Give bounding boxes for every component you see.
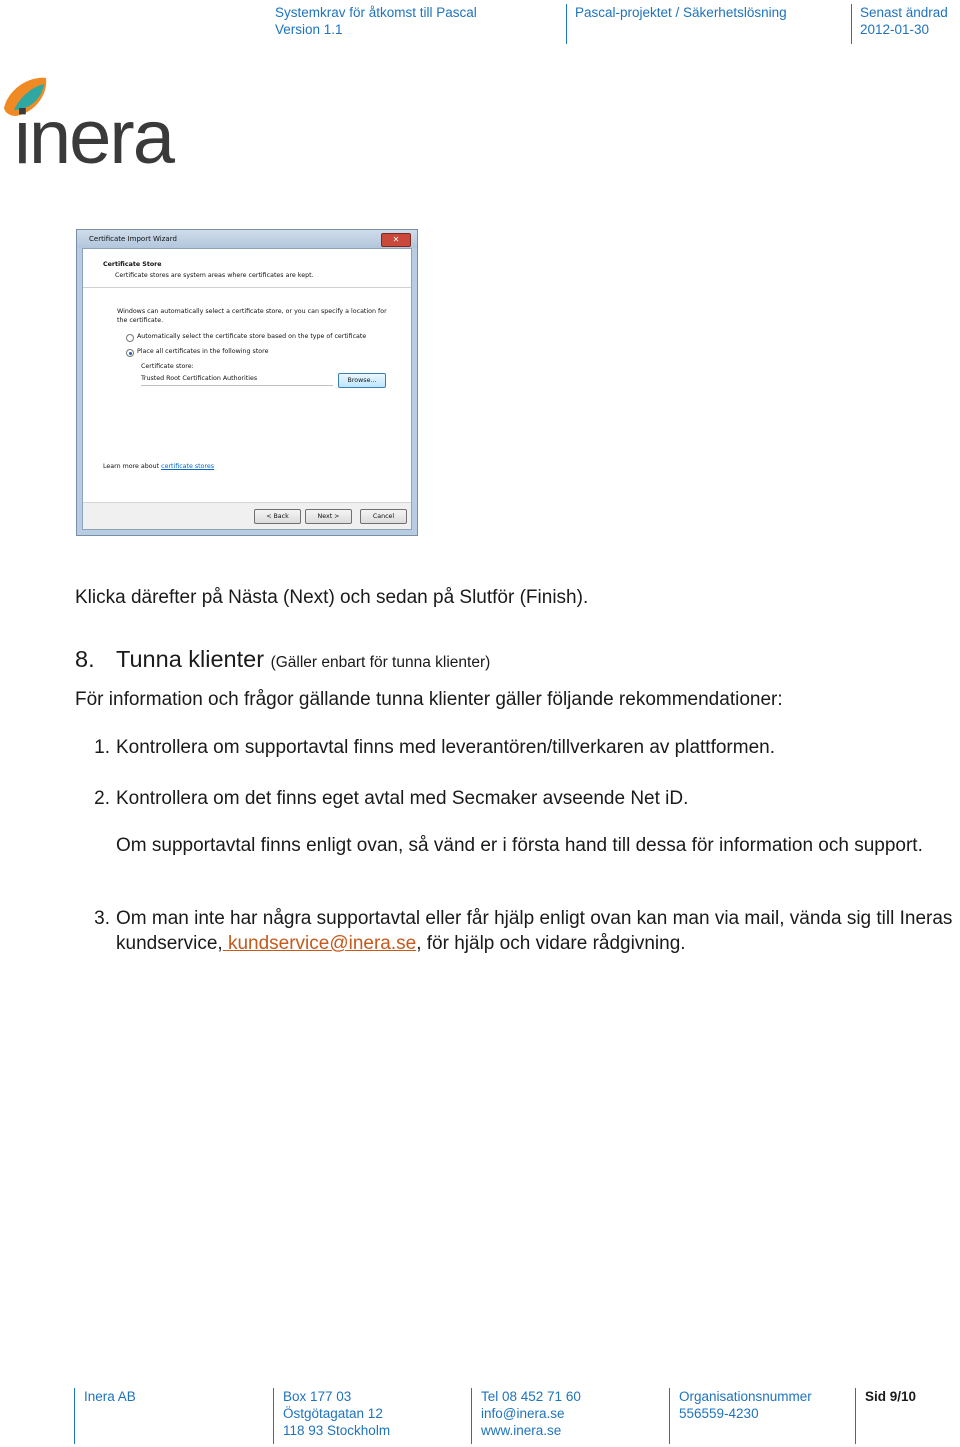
footer-company [74,1388,136,1444]
footer-phone: Tel 08 452 71 60 [481,1389,581,1404]
list-number: 2. [94,788,110,809]
learn-more-text [103,463,214,470]
heading-title: Tunna klienter [116,646,265,672]
footer-contact [471,1388,581,1444]
manual-store-radio[interactable] [126,349,134,357]
footer-address-line: Box 177 03 [283,1389,352,1404]
footer-address [273,1388,390,1444]
list-text: Kontrollera om det finns eget avtal med Secmaker avseende Net iD. [116,788,689,809]
dialog-header-area [83,249,411,288]
certificate-store-value: Trusted Root Certification Authorities [141,375,258,382]
footer-org-label: Organisationsnummer [679,1389,812,1404]
header-modified-label: Senast ändrad [860,5,948,20]
browse-button[interactable]: Browse... [338,373,386,388]
header-project-text: Pascal-projektet / Säkerhetslösning [575,5,787,20]
list-number: 3. [94,908,110,929]
list-item-2-followup [75,833,955,883]
footer-website-link[interactable]: www.inera.se [481,1423,562,1438]
heading-number: 8. [75,646,95,672]
cancel-button[interactable]: Cancel [360,509,407,524]
item3-text-after: , för hjälp och vidare rådgivning. [416,933,686,954]
dialog-title: Certificate Import Wizard [77,230,417,248]
header-title-text: Systemkrav för åtkomst till Pascal [275,5,477,20]
list-item-1 [75,735,955,760]
certificate-store-label: Certificate store: [141,363,194,370]
intro-paragraph: För information och frågor gällande tunna klienter gäller följande rekommendationer: [75,689,783,710]
manual-store-label: Place all certificates in the following store [137,348,269,355]
footer-email-link[interactable]: info@inera.se [481,1406,565,1421]
header-document-title [275,4,477,44]
header-modified [851,4,948,44]
list-item-2 [75,786,955,811]
section-heading [75,645,490,677]
footer-address-line: Östgötagatan 12 [283,1406,383,1421]
footer-org-value: 556559-4230 [679,1406,759,1421]
inera-logo-text: inera [14,95,173,180]
next-button[interactable]: Next > [305,509,352,524]
page-number: Sid 9/10 [865,1389,917,1404]
dialog-body [82,248,412,530]
list-number: 1. [94,737,110,758]
learn-more-prefix: Learn more about [103,463,160,470]
section-description: Certificate stores are system areas where certificates are kept. [115,272,314,279]
heading-note: (Gäller enbart för tunna klienter) [270,654,491,671]
info-text: Windows can automatically select a certificate store, or you can specify a location for the certificate. [117,308,387,324]
back-button[interactable]: < Back [254,509,301,524]
close-icon[interactable]: ✕ [381,233,411,247]
auto-select-label: Automatically select the certificate store based on the type of certificate [137,333,367,340]
instruction-paragraph: Klicka därefter på Nästa (Next) och sedan på Slutför (Finish). [75,587,589,608]
footer-address-line: 118 93 Stockholm [283,1423,391,1438]
header-modified-date: 2012-01-30 [860,22,930,37]
footer-company-name: Inera AB [84,1389,136,1404]
item3-text-before: Om man inte har några supportavtal eller får hjälp enligt ovan kan man via mail, vända sig till Ineras kundservice, [116,908,953,954]
followup-text: Om supportavtal finns enligt ovan, så vänd er i första hand till dessa för information och support. [116,835,923,856]
footer-page-number [855,1388,916,1444]
list-text: Kontrollera om supportavtal finns med leverantören/tillverkaren av plattformen. [116,737,775,758]
kundservice-email-link[interactable]: kundservice@inera.se [222,933,417,954]
certificate-stores-link[interactable]: certificate stores [161,463,215,470]
auto-select-radio[interactable] [126,334,134,342]
header-version-text: Version 1.1 [275,22,343,37]
list-text [116,906,955,956]
dialog-footer [83,502,411,529]
certificate-import-wizard-screenshot [76,229,418,536]
header-project [566,4,787,44]
certificate-store-field[interactable] [141,373,333,386]
footer-org-number [669,1388,812,1444]
list-item-3 [75,906,955,956]
section-title: Certificate Store [103,261,162,268]
